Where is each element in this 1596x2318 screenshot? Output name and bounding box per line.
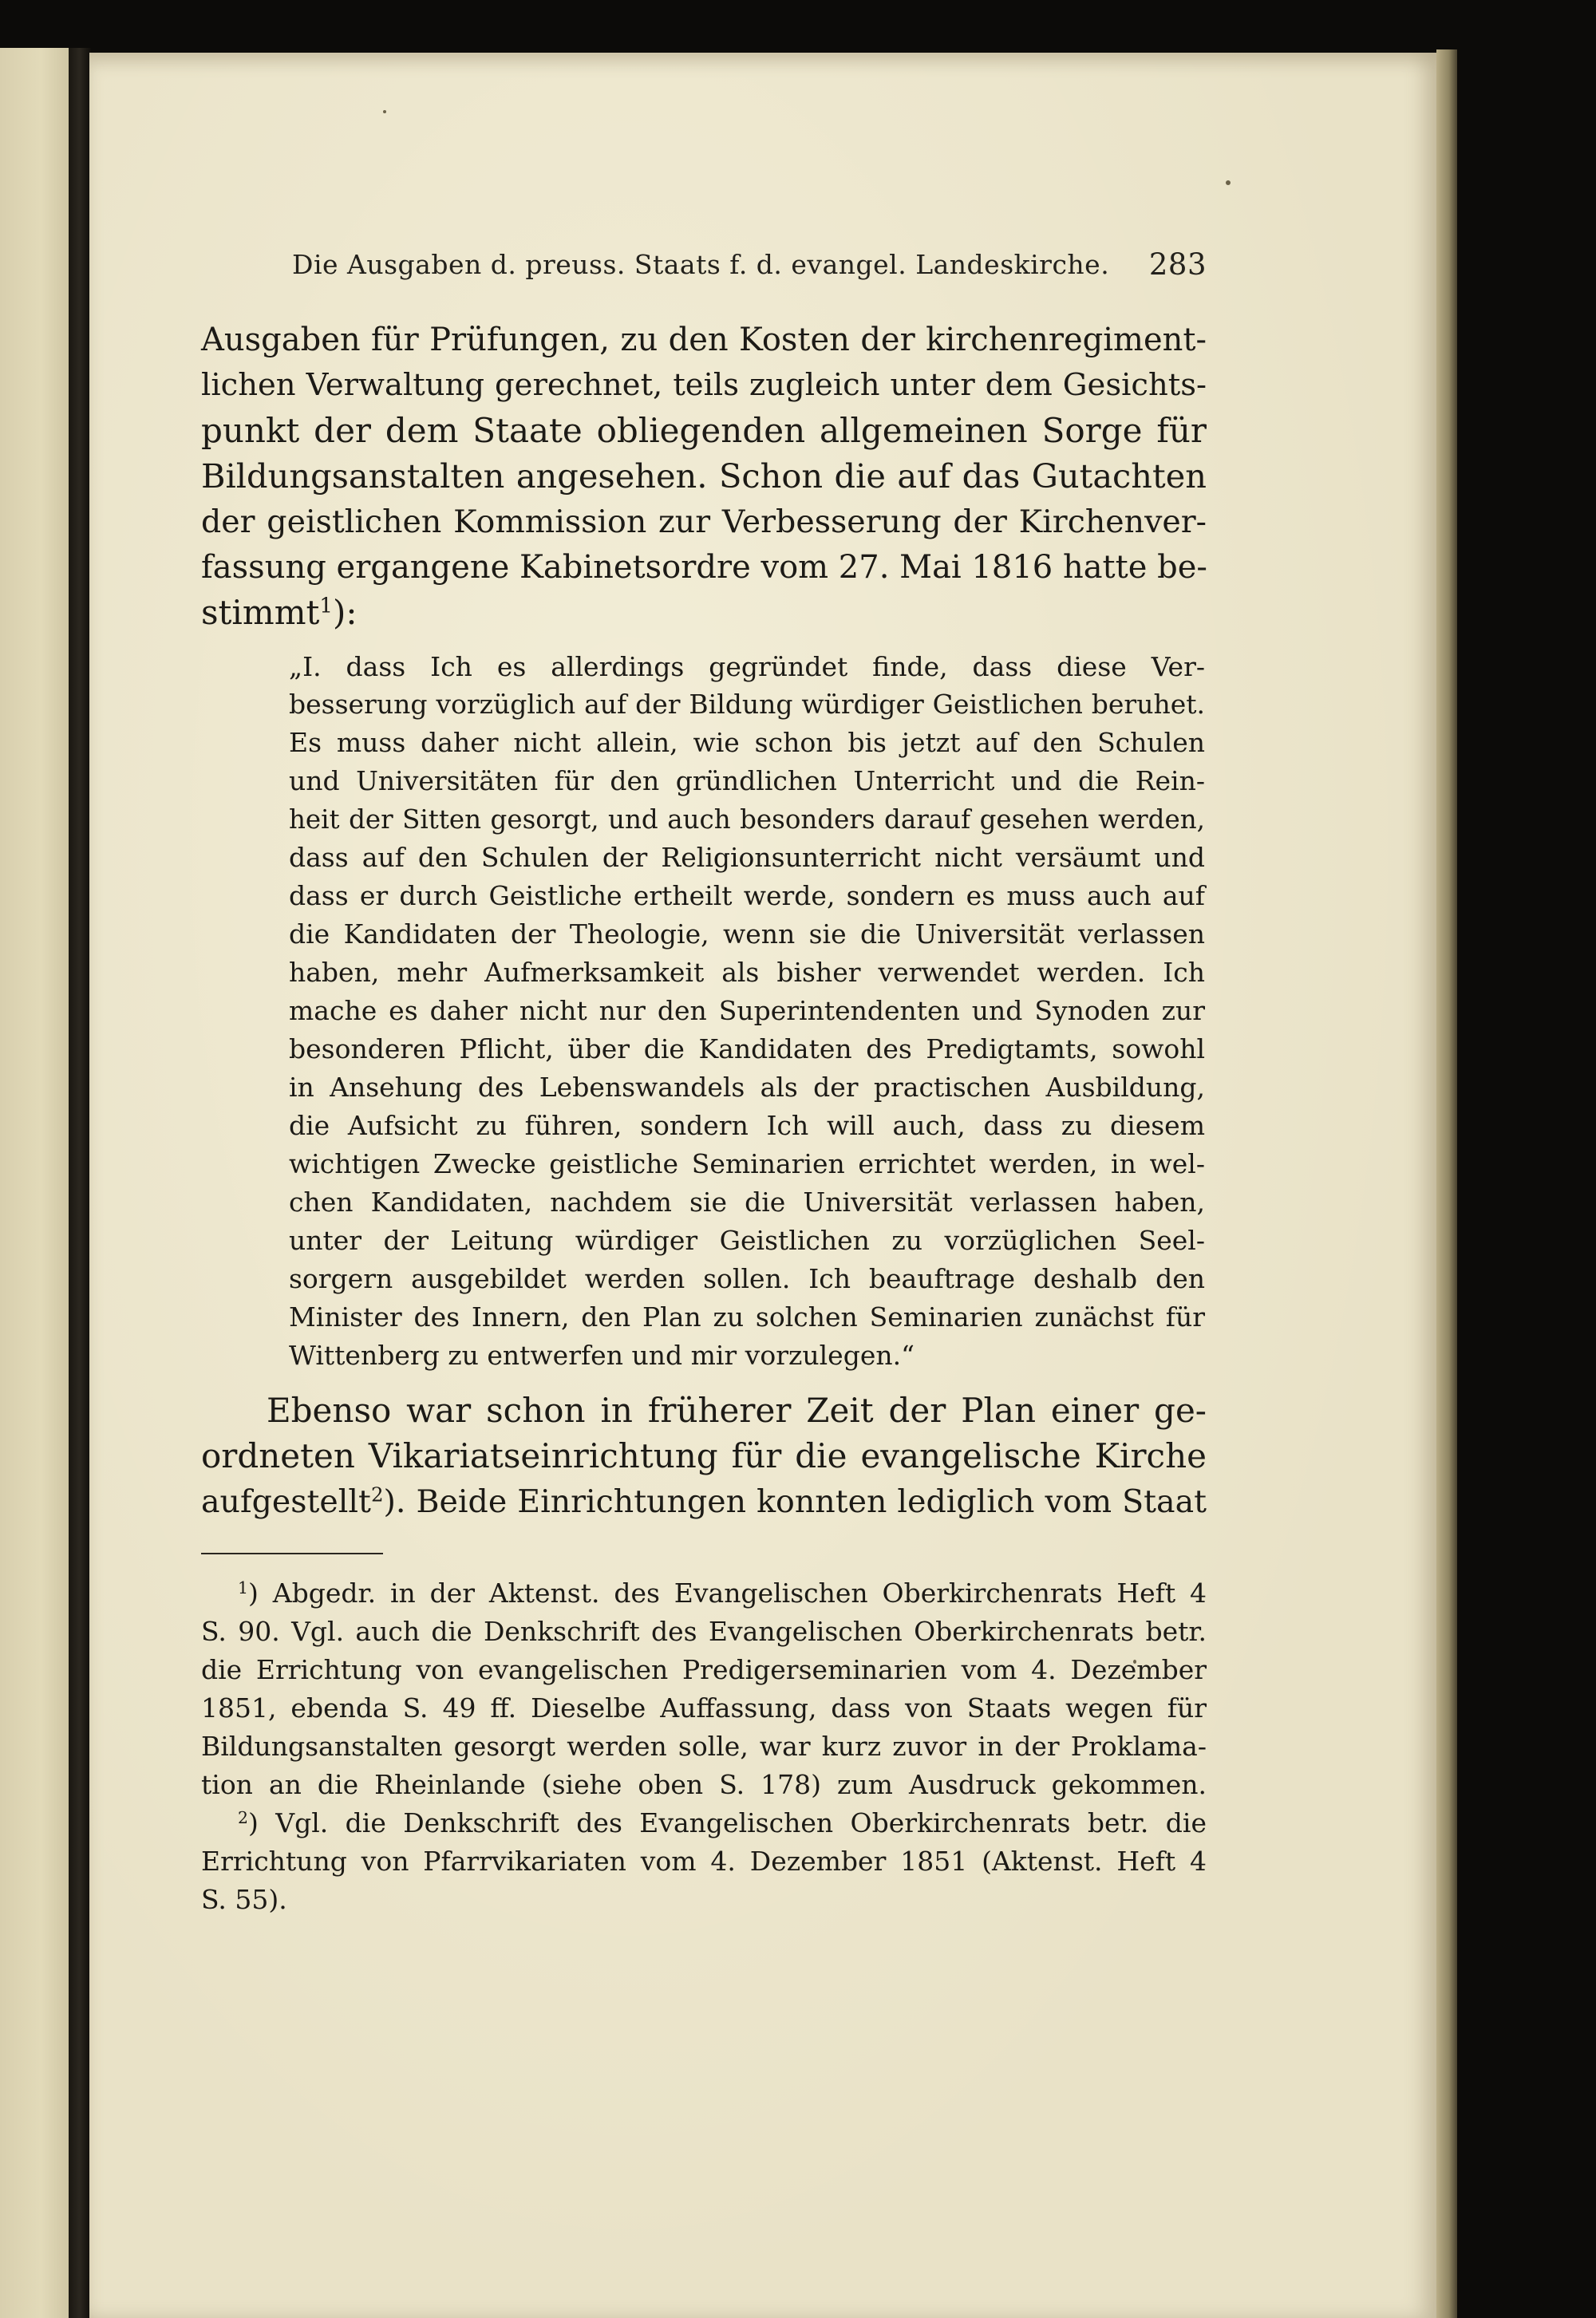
text-line: Bildungsanstalten angesehen. Schon die auf das Gutachten — [201, 456, 1207, 496]
text-line: der geistlichen Kommission zur Verbesserung der Kirchenver- — [201, 503, 1207, 540]
quote-line: Wittenberg zu entwerfen und mir vorzulegen.“ — [289, 1340, 915, 1371]
footnote-2-line: Errichtung von Pfarrvikariaten vom 4. Dezember 1851 (Aktenst. Heft 4 — [201, 1846, 1207, 1877]
quote-line: heit der Sitten gesorgt, und auch besonders darauf gesehen werden, — [289, 804, 1205, 835]
text-fragment: stimmt — [201, 593, 320, 632]
text-fragment: ) Abgedr. in der Aktenst. des Evangelischen Oberkirchenrats Heft 4 — [248, 1578, 1207, 1609]
quote-line: dass auf den Schulen der Religionsunterricht nicht versäumt und — [289, 842, 1205, 873]
quote-line: in Ansehung des Lebenswandels als der practischen Ausbildung, — [289, 1072, 1205, 1103]
text-line — [201, 1479, 1207, 1527]
footnote-1-line: S. 90. Vgl. auch die Denkschrift des Evangelischen Oberkirchenrats betr. — [201, 1616, 1207, 1647]
text-line: lichen Verwaltung gerechnet, teils zugleich unter dem Gesichts- — [201, 367, 1207, 403]
footnote-marker: 1 — [319, 594, 333, 618]
text-line — [201, 590, 1207, 638]
quote-line: „I. dass Ich es allerdings gegründet finde, dass diese Ver- — [289, 651, 1205, 682]
footnote-marker: 2 — [370, 1483, 384, 1507]
text-line: Ebenso war schon in früherer Zeit der Plan einer ge- — [267, 1391, 1207, 1430]
page-fore-edge — [1436, 49, 1457, 2318]
quote-line: besserung vorzüglich auf der Bildung würdiger Geistlichen beruhet. — [289, 689, 1205, 720]
footnote-1-line: tion an die Rheinlande (siehe oben S. 178) zum Ausdruck gekommen. — [201, 1769, 1207, 1800]
quote-line: haben, mehr Aufmerksamkeit als bisher verwendet werden. Ich — [289, 957, 1205, 988]
previous-page-edge — [0, 48, 69, 2318]
quote-line: die Aufsicht zu führen, sondern Ich will auch, dass zu diesem — [289, 1110, 1205, 1141]
quote-line: sorgern ausgebildet werden sollen. Ich beauftrage deshalb den — [289, 1263, 1205, 1294]
footnote-1-line: Bildungsanstalten gesorgt werden solle, war kurz zuvor in der Proklama- — [201, 1731, 1207, 1762]
quote-line: Es muss daher nicht allein, wie schon bis jetzt auf den Schulen — [289, 727, 1205, 758]
quote-line: unter der Leitung würdiger Geistlichen zu vorzüglichen Seel- — [289, 1225, 1205, 1256]
quote-line: mache es daher nicht nur den Superintendenten und Synoden zur — [289, 995, 1205, 1026]
text-fragment: ): — [332, 593, 358, 632]
text-fragment: aufgestellt — [201, 1483, 371, 1520]
footnote-rule — [201, 1553, 383, 1554]
page-number: 283 — [1148, 247, 1207, 282]
footnote-1-line: 1851, ebenda S. 49 ff. Dieselbe Auffassung, dass von Staats wegen für — [201, 1692, 1207, 1724]
quote-line: Minister des Innern, den Plan zu solchen Seminarien zunächst für — [289, 1301, 1205, 1333]
text-fragment: ) Vgl. die Denkschrift des Evangelischen Oberkirchenrats betr. die — [248, 1807, 1207, 1838]
quote-line: die Kandidaten der Theologie, wenn sie die Universität verlassen — [289, 918, 1205, 950]
footnote-marker: 2 — [238, 1807, 249, 1827]
text-fragment: ). Beide Einrichtungen konnten lediglich vom Staat — [383, 1483, 1207, 1520]
text-line: fassung ergangene Kabinetsordre vom 27. Mai 1816 hatte be- — [201, 549, 1207, 586]
book-gutter — [69, 48, 91, 2318]
text-line: ordneten Vikariatseinrichtung für die evangelische Kirche — [201, 1436, 1207, 1475]
quote-line: und Universitäten für den gründlichen Unterricht und die Rein- — [289, 765, 1205, 796]
footnote-1-line: die Errichtung von evangelischen Predigerseminarien vom 4. Dezember — [201, 1654, 1207, 1685]
paper-speck — [1226, 180, 1231, 185]
text-line: punkt der dem Staate obliegenden allgemeinen Sorge für — [201, 411, 1207, 450]
running-title: Die Ausgaben d. preuss. Staats f. d. evangel. Landeskirche. — [292, 249, 1110, 280]
footnote-2-line: S. 55). — [201, 1884, 287, 1915]
quote-line: wichtigen Zwecke geistliche Seminarien errichtet werden, in wel- — [289, 1148, 1205, 1179]
text-line: Ausgaben für Prüfungen, zu den Kosten der kirchenregiment- — [201, 322, 1207, 358]
footnote-marker: 1 — [238, 1578, 249, 1597]
quote-line: besonderen Pflicht, über die Kandidaten des Predigtamts, sowohl — [289, 1033, 1205, 1064]
quote-line: chen Kandidaten, nachdem sie die Universität verlassen haben, — [289, 1187, 1205, 1218]
paper-speck — [383, 110, 386, 113]
quote-line: dass er durch Geistliche ertheilt werde, sondern es muss auch auf — [289, 880, 1205, 911]
